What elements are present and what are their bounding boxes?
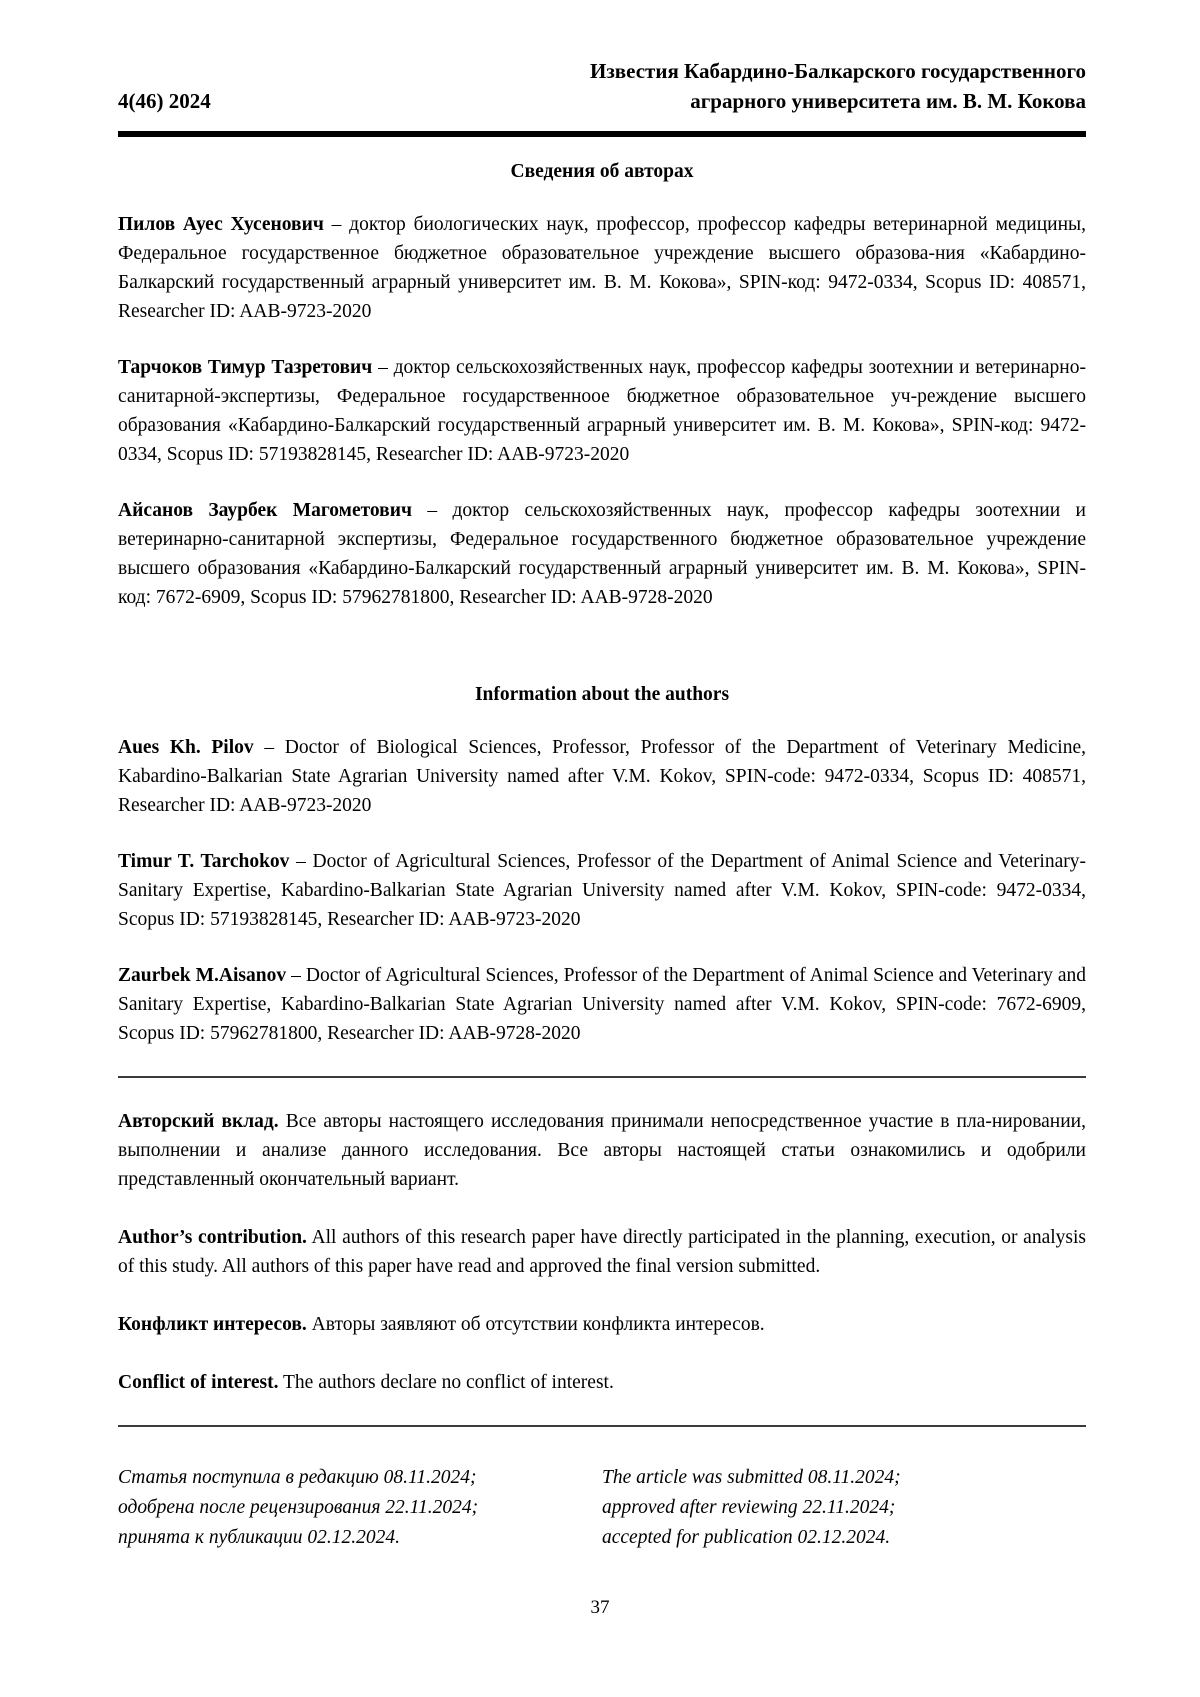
publication-date-ru: принята к публикации 02.12.2024. (118, 1527, 401, 1548)
issue-number: 4(46) 2024 (118, 89, 211, 113)
conflict-of-interest-ru-text: Авторы заявляют об отсутствии конфликта интересов. (306, 1314, 765, 1335)
conflict-of-interest-ru-lead: Конфликт интересов. (118, 1314, 307, 1335)
section-divider-rule (118, 1076, 1086, 1078)
conflict-of-interest-en-text: The authors declare no conflict of interest. (278, 1372, 614, 1393)
submission-dates-ru (118, 1463, 602, 1553)
journal-title-line1: Известия Кабардино-Балкарского государственного (590, 59, 1086, 83)
author-contribution-ru (118, 1107, 1086, 1194)
journal-title-line2: аграрного университета им. В. М. Кокова (690, 89, 1086, 113)
header-rule (118, 131, 1086, 137)
ru-author-details: – доктор сельскохозяйственных наук, профессор кафедры зоотехнии и ветеринарно-санитарной-экспертизы, Федеральное государственноое бюджетное образовательное уч-реждение высшего образования «Кабардино-Балкарский государственный аграрный университет им. В. М. Кокова», SPIN-код: 9472-0334, Scopus ID: 57193828145, Researcher ID: AAB-9723-2020 (118, 357, 1086, 465)
page-header (118, 56, 1086, 116)
author-contribution-en (118, 1223, 1086, 1281)
ru-author-details: – доктор биологических наук, профессор, профессор кафедры ветеринарной медицины, Федеральное государственное бюджетное образовательное учреждение высшего образова-ния «Кабардино-Балкарский государственный аграрный университет им. В. М. Кокова», SPIN-код: 9472-0334, Scopus ID: 408571, Researcher ID: AAB-9723-2020 (118, 214, 1087, 322)
dates-divider-rule (118, 1425, 1086, 1427)
en-author-details: – Doctor of Agricultural Sciences, Professor of the Department of Animal Science and Veterinary and Sanitary Expertise, Kabardino-Balkarian State Agrarian University named after V.M. Kokov, SPIN-code: 7672-6909, Scopus ID: 57962781800, Researcher ID: AAB-9728-2020 (118, 965, 1086, 1044)
en-author-paragraph (118, 961, 1086, 1048)
ru-author-paragraph (118, 353, 1086, 469)
en-author-paragraph (118, 733, 1086, 820)
submission-dates-en (602, 1463, 1086, 1553)
en-author-details: – Doctor of Agricultural Sciences, Professor of the Department of Animal Science and Veterinary-Sanitary Expertise, Kabardino-Balkarian State Agrarian University named after V.M. Kokov, SPIN-code: 9472-0334, Scopus ID: 57193828145, Researcher ID: AAB-9723-2020 (118, 851, 1086, 930)
en-author-name: Aues Kh. Pilov (118, 737, 254, 758)
en-author-paragraph (118, 847, 1086, 934)
en-author-name: Zaurbek M.Aisanov (118, 965, 287, 986)
conflict-of-interest-en-lead: Conflict of interest. (118, 1372, 279, 1393)
ru-author-details: – доктор сельскохозяйственных наук, профессор кафедры зоотехнии и ветеринарно-санитарной экспертизы, Федеральное государственного бюджетное образовательное учреждение высшего образования «Кабардино-Балкарский государственный аграрный университет им. В. М. Кокова», SPIN-код: 7672-6909, Scopus ID: 57962781800, Researcher ID: AAB-9728-2020 (118, 500, 1086, 608)
author-contribution-ru-text: Все авторы настоящего исследования принимали непосредственное участие в пла-нировании, выполнении и анализе данного исследования. Все авторы настоящей статьи ознакомились и одобрили представленный окончательный вариант. (118, 1111, 1086, 1190)
ru-author-paragraph (118, 210, 1086, 326)
page-number: 37 (590, 1597, 610, 1618)
approval-date-ru: одобрена после рецензирования 22.11.2024; (118, 1497, 479, 1518)
author-contribution-en-text: All authors of this research paper have directly participated in the planning, execution, or analysis of this study. All authors of this paper have read and approved the final version submitted. (118, 1227, 1086, 1277)
approval-date-en: approved after reviewing 22.11.2024; (602, 1497, 896, 1518)
en-authors-heading: Information about the authors (474, 684, 730, 705)
ru-authors-heading: Сведения об авторах (510, 161, 694, 182)
submission-dates (118, 1463, 1086, 1553)
contribution-section (118, 1107, 1086, 1397)
journal-title (590, 56, 1086, 116)
author-contribution-ru-lead: Авторский вклад. (118, 1111, 279, 1132)
author-contribution-en-lead: Author’s contribution. (118, 1227, 307, 1248)
conflict-of-interest-en (118, 1368, 1086, 1397)
en-author-details: – Doctor of Biological Sciences, Professor, Professor of the Department of Veterinary Medicine, Kabardino-Balkarian State Agrarian University named after V.M. Kokov, SPIN-code: 9472-0334, Scopus ID: 408571, Researcher ID: AAB-9723-2020 (118, 737, 1086, 816)
publication-date-en: accepted for publication 02.12.2024. (602, 1527, 891, 1548)
conflict-of-interest-ru (118, 1310, 1086, 1339)
submission-date-ru: Статья поступила в редакцию 08.11.2024; (118, 1467, 477, 1488)
ru-author-name: Айсанов Заурбек Магометович (118, 500, 412, 521)
ru-author-name: Тарчоков Тимур Тазретович (118, 357, 373, 378)
en-author-name: Timur T. Tarchokov (118, 851, 290, 872)
ru-author-name: Пилов Ауес Хусенович (118, 214, 324, 235)
ru-author-paragraph (118, 496, 1086, 612)
submission-date-en: The article was submitted 08.11.2024; (602, 1467, 901, 1488)
